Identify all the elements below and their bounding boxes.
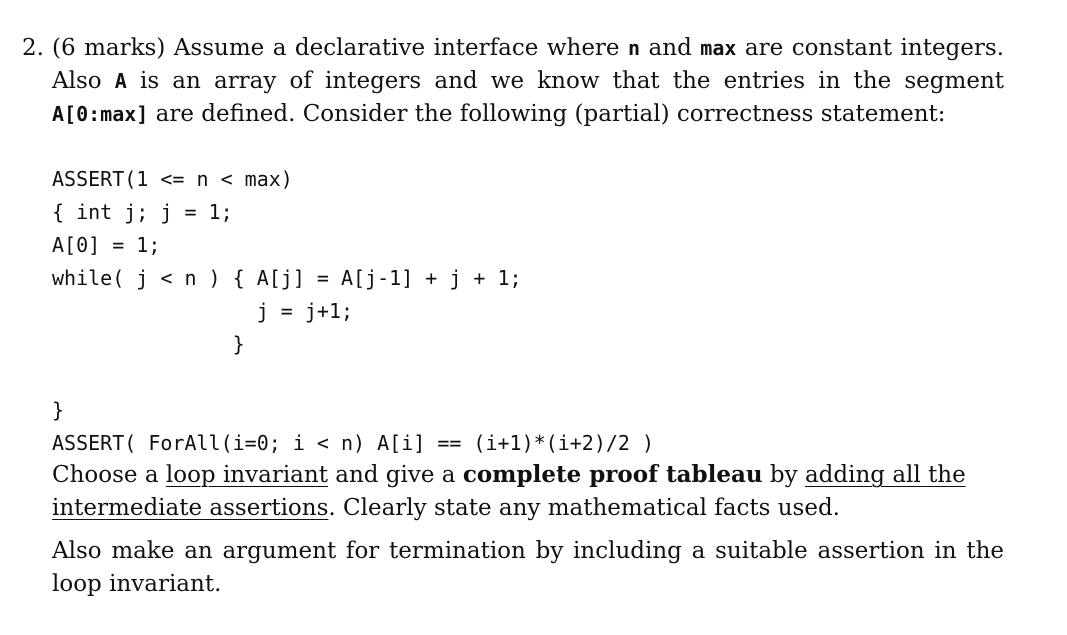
code-line: { int j; j = 1; <box>52 200 233 224</box>
code-line: while( j < n ) { A[j] = A[j-1] + j + 1; <box>52 266 522 290</box>
intermediate-assertions-term: adding all the intermediate assertions <box>52 462 966 521</box>
code-line: ASSERT( ForAll(i=0; i < n) A[i] == (i+1)*(i+2)/2 ) <box>52 431 655 455</box>
marks-label: (6 marks) <box>52 35 166 61</box>
var-A: A <box>114 69 127 93</box>
code-line: j = j+1; <box>52 299 354 323</box>
question-number: 2. <box>22 35 44 61</box>
var-n: n <box>628 36 641 60</box>
code-line: A[0] = 1; <box>52 233 161 257</box>
task-instructions: Choose a loop invariant and give a complete proof tableau by adding all the intermediate assertions. Clearly state any mathematical facts used. <box>52 461 966 521</box>
code-line: ASSERT(1 <= n < max) <box>52 167 293 191</box>
termination-instructions: Also make an argument for termination by including a suitable assertion in the loop invariant. <box>52 538 1004 597</box>
code-line: } <box>52 398 65 422</box>
array-segment: A[0:max] <box>52 102 149 126</box>
code-line <box>52 361 654 394</box>
proof-tableau-term: complete proof tableau <box>462 461 763 488</box>
code-line: } <box>52 332 245 356</box>
loop-invariant-term: loop invariant <box>165 462 328 488</box>
question-intro: (6 marks) Assume a declarative interface where n and max are constant integers. Also A is an array of integers and we know that the entries in the segment A[0:max] are defined. Consider the following (partial) correctness statement: <box>52 35 1005 127</box>
var-max: max <box>700 36 737 60</box>
code-block <box>52 163 654 460</box>
